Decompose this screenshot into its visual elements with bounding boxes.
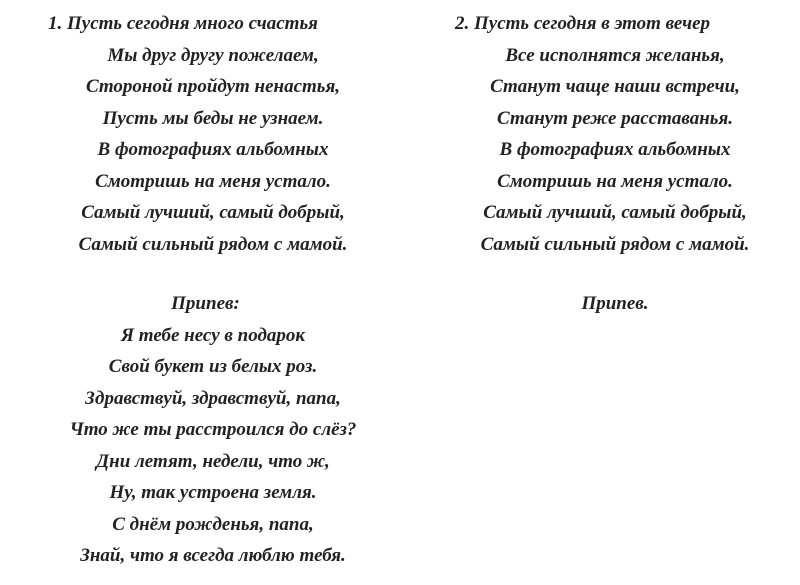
verse-1-line: Мы друг другу пожелаем, (107, 44, 319, 66)
verse-2-line: Самый сильный рядом с мамой. (480, 233, 750, 255)
verse-2-line: Станут чаще наши встречи, (490, 76, 740, 97)
verse-1-line: Стороной пройдут ненастья, (85, 76, 341, 97)
right-column (440, 8, 790, 320)
left-column (38, 8, 388, 572)
stanza-gap (38, 260, 388, 288)
chorus-label: Припев: (171, 293, 240, 314)
chorus-line: Знай, что я всегда люблю тебя. (80, 545, 346, 566)
verse-1-line: Пусть мы беды не узнаем. (102, 107, 324, 129)
verse-2-line: В фотографиях альбомных (499, 139, 731, 160)
chorus-line: Ну, так устроена земля. (109, 482, 317, 503)
stanza-gap (440, 260, 790, 288)
verse-2-line: Самый лучший, самый добрый, (483, 202, 747, 223)
chorus-line: Дни летят, недели, что ж, (96, 450, 330, 472)
chorus-line: Здравствуй, здравствуй, папа, (85, 387, 341, 409)
chorus-line: Что же ты расстроился до слёз? (69, 419, 357, 440)
verse-2-title: 2. Пусть сегодня в этот вечер (455, 13, 711, 34)
verse-1-line: Самый сильный рядом с мамой. (78, 233, 348, 255)
verse-1-line: Смотришь на меня устало. (95, 170, 331, 192)
chorus-line: Я тебе несу в подарок (120, 324, 306, 346)
verse-1-line: В фотографиях альбомных (97, 139, 329, 160)
chorus-reference: Припев. (581, 293, 649, 314)
verse-1-line: Самый лучший, самый добрый, (81, 202, 345, 223)
verse-2-line: Смотришь на меня устало. (497, 170, 733, 192)
chorus-line: С днём рожденья, папа, (112, 513, 314, 535)
chorus-line: Свой букет из белых роз. (108, 356, 318, 377)
verse-2-line: Станут реже расставанья. (497, 107, 733, 129)
verse-1-title: 1. Пусть сегодня много счастья (48, 13, 318, 34)
verse-2-line: Все исполнятся желанья, (505, 44, 725, 66)
